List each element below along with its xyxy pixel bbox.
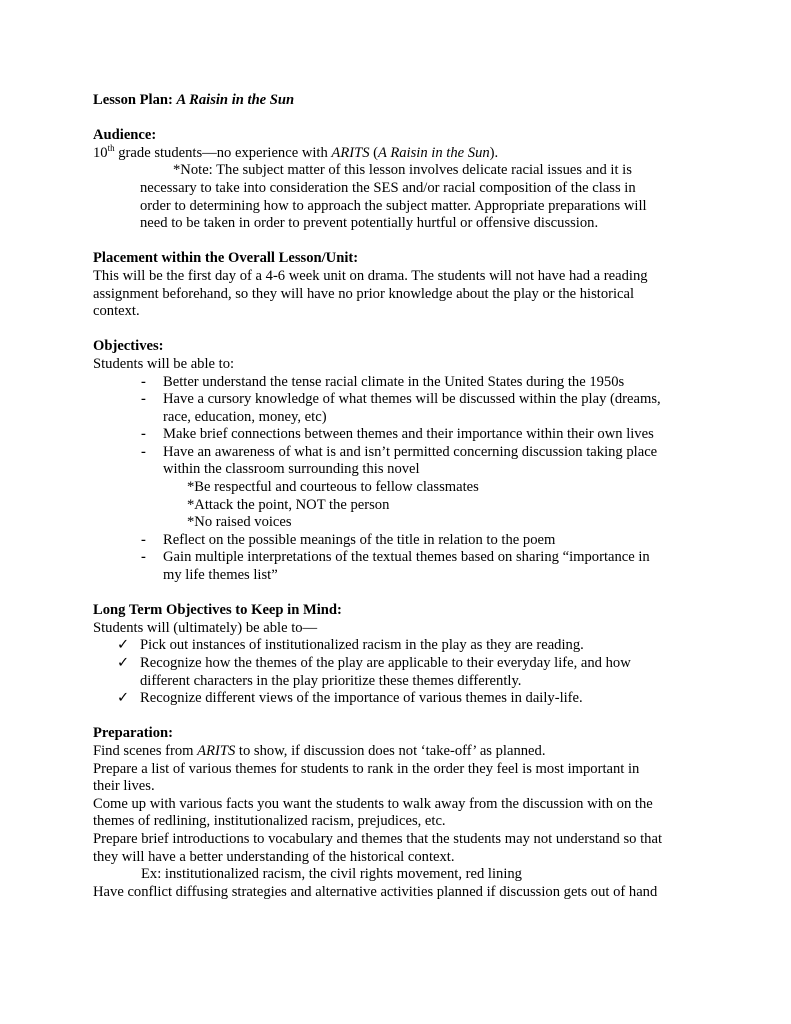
lesson-plan-document bbox=[93, 92, 713, 901]
long-term-list bbox=[93, 637, 713, 707]
objectives-list-cont bbox=[93, 532, 713, 585]
audience-heading: Audience: bbox=[93, 127, 157, 144]
audience-note-line: order to determining how to approach the subject matter. Appropriate preparations will bbox=[140, 197, 647, 214]
objective-subitem: *Be respectful and courteous to fellow classmates bbox=[187, 479, 479, 496]
preparation-line: Prepare brief introductions to vocabulary and themes that the students may not understand so that bbox=[93, 830, 663, 847]
preparation-heading: Preparation: bbox=[93, 725, 173, 742]
objectives-intro: Students will be able to: bbox=[93, 355, 235, 372]
preparation-line: they will have a better understanding of the historical context. bbox=[93, 848, 455, 865]
objective-subitem: *No raised voices bbox=[187, 514, 292, 531]
objectives-heading: Objectives: bbox=[93, 338, 164, 355]
long-term-intro: Students will (ultimately) be able to— bbox=[93, 619, 318, 636]
placement-line: This will be the first day of a 4-6 week unit on drama. The students will not have had a reading bbox=[93, 267, 648, 284]
objective-item: - Have an awareness of what is and isn’t permitted concerning discussion taking place within the classroom surrounding this novel bbox=[141, 443, 658, 478]
audience-note-line: necessary to take into consideration the SES and/or racial composition of the class in bbox=[140, 179, 636, 196]
preparation-line: themes of redlining, institutionalized racism, prejudices, etc. bbox=[93, 813, 446, 830]
audience-line: 10th grade students—no experience with ARITS (A Raisin in the Sun). bbox=[93, 142, 499, 161]
objective-item: - Have a cursory knowledge of what themes will be discussed within the play (dreams, race, education, money, etc) bbox=[141, 391, 661, 425]
preparation-line: Come up with various facts you want the students to walk away from the discussion with on the bbox=[93, 795, 653, 812]
objective-item: - Make brief connections between themes and their importance within their own lives bbox=[141, 426, 654, 443]
placement-heading: Placement within the Overall Lesson/Unit: bbox=[93, 250, 359, 267]
preparation-line: Have conflict diffusing strategies and alternative activities planned if discussion gets out of hand bbox=[93, 883, 658, 900]
long-term-item: ✓ Pick out instances of institutionalized racism in the play as they are reading. bbox=[117, 637, 584, 654]
audience-note-line: need to be taken in order to prevent potentially hurtful or offensive discussion. bbox=[140, 215, 599, 232]
long-term-heading: Long Term Objectives to Keep in Mind: bbox=[93, 602, 342, 619]
long-term-item: ✓ Recognize how the themes of the play are applicable to their everyday life, and how different characters in the play prioritize these themes differently. bbox=[117, 655, 631, 689]
placement-line: context. bbox=[93, 303, 140, 320]
preparation-line: their lives. bbox=[93, 778, 155, 795]
objective-subitem: *Attack the point, NOT the person bbox=[187, 496, 390, 513]
preparation-example: Ex: institutionalized racism, the civil rights movement, red lining bbox=[141, 866, 522, 883]
long-term-item: ✓ Recognize different views of the importance of various themes in daily-life. bbox=[117, 690, 583, 707]
title-label: Lesson Plan: bbox=[93, 92, 173, 108]
preparation-line: Prepare a list of various themes for students to rank in the order they feel is most important in bbox=[93, 760, 640, 777]
objectives-list bbox=[93, 374, 713, 480]
objective-item: - Better understand the tense racial climate in the United States during the 1950s bbox=[141, 373, 625, 390]
checkmark-icon: ✓ bbox=[117, 655, 130, 671]
title-play-name: A Raisin in the Sun bbox=[176, 92, 295, 108]
placement-line: assignment beforehand, so they will have no prior knowledge about the play or the historical bbox=[93, 285, 635, 302]
preparation-line: Find scenes from ARITS to show, if discussion does not ‘take-off’ as planned. bbox=[93, 742, 546, 759]
audience-note-line: *Note: The subject matter of this lesson involves delicate racial issues and it is bbox=[173, 162, 632, 179]
objective-item: - Gain multiple interpretations of the textual themes based on sharing “importance in my life themes list” bbox=[141, 549, 650, 584]
checkmark-icon: ✓ bbox=[117, 637, 130, 654]
objective-item: - Reflect on the possible meanings of the title in relation to the poem bbox=[141, 531, 556, 548]
document-title bbox=[93, 92, 713, 110]
checkmark-icon: ✓ bbox=[117, 690, 130, 707]
